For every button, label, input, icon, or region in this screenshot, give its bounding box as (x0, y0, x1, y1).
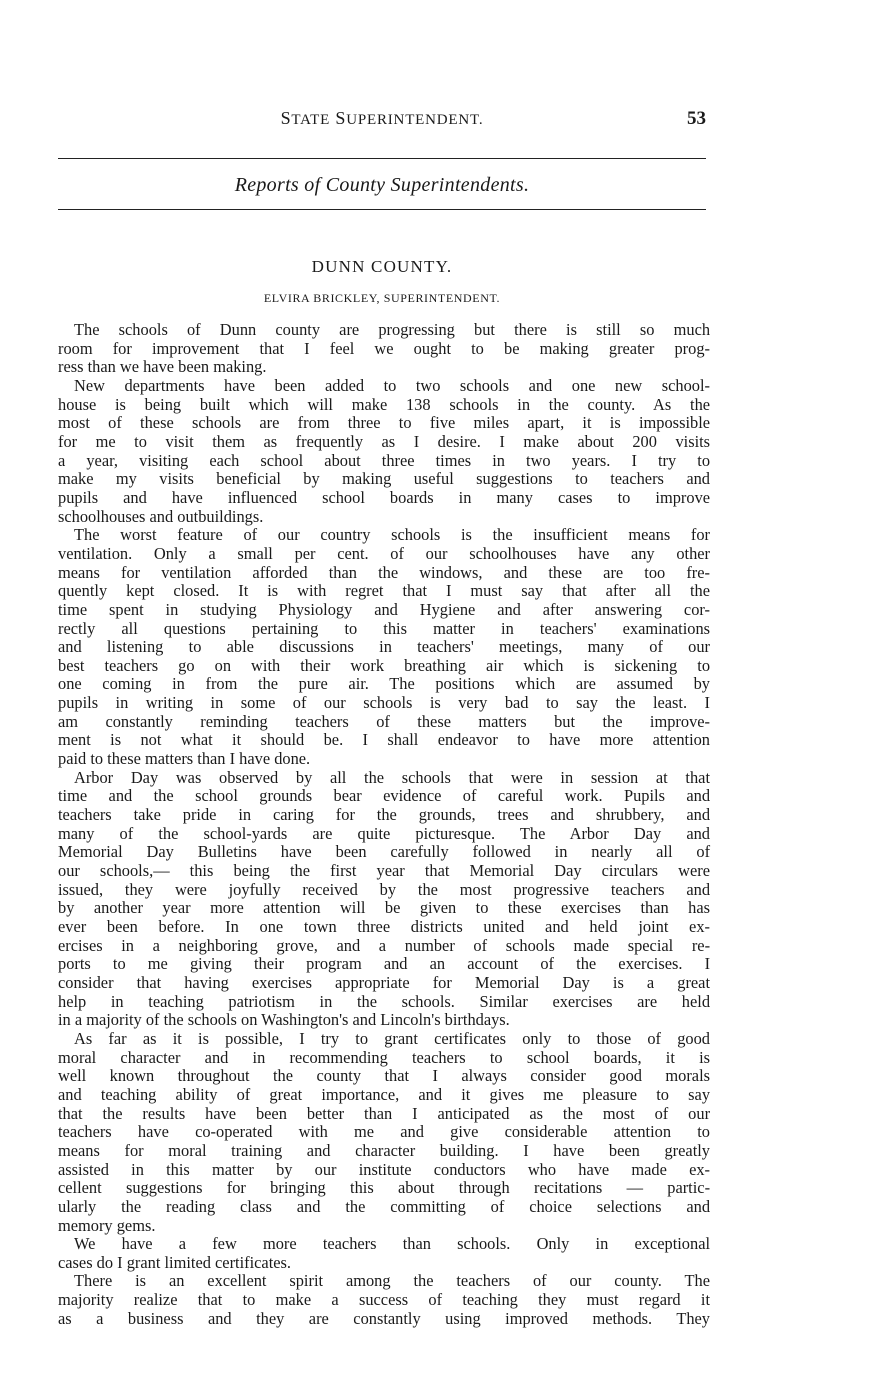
text-line: means for ventilation afforded than the windows, and these are too fre- (58, 562, 710, 582)
text-line: teachers have co-operated with me and give considerable attention to (58, 1122, 711, 1142)
text-line: As far as it is possible, I try to grant certificates only to those of good (74, 1028, 710, 1048)
section-title: Reports of County Superintendents. (234, 174, 530, 196)
text-line: most of these schools are from three to five miles apart, it is impossible (58, 413, 711, 433)
paragraph (58, 769, 710, 1030)
text-line: cases do I grant limited certificates. (58, 1252, 292, 1272)
running-title-word: UPERINTENDENT. (346, 112, 484, 128)
text-line: house is being built which will make 138 schools in the county. As the (58, 394, 711, 414)
running-title-word: TATE (291, 112, 331, 128)
text-line: pupils in writing in some of our schools is very bad to say the least. I (58, 693, 710, 713)
text-line: There is an excellent spirit among the teachers of our county. The (74, 1271, 710, 1291)
text-line: make my visits beneficial by making useful suggestions to teachers and (58, 469, 710, 489)
page-number: 53 (687, 108, 706, 129)
text-line: memory gems. (58, 1215, 156, 1235)
text-line: consider that having exercises appropriate for Memorial Day is a great (58, 972, 711, 992)
byline: ELVIRA BRICKLEY, SUPERINTENDENT. (263, 291, 501, 305)
text-line: issued, they were joyfully received by the most progressive teachers and (58, 879, 711, 899)
text-line: schoolhouses and outbuildings. (58, 506, 264, 526)
text-line: one coming in from the pure air. The positions which are assumed by (58, 674, 711, 694)
text-line: for me to visit them as frequently as I desire. I make about 200 visits (58, 431, 711, 451)
text-line: a year, visiting each school about three times in two years. I try to (58, 450, 711, 470)
text-line: cellent suggestions for bringing this about through recitations — partic- (58, 1178, 711, 1198)
text-line: assisted in this matter by our institute conductors who have made ex- (58, 1159, 711, 1179)
text-line: New departments have been added to two schools and one new school- (74, 375, 710, 395)
text-line: best teachers go on with their work breathing air which is sickening to (58, 655, 711, 675)
paragraph (58, 526, 710, 769)
text-line: many of the school-yards are quite picturesque. The Arbor Day and (58, 823, 710, 843)
text-line: moral character and in recommending teachers to school boards, it is (58, 1047, 711, 1067)
text-line: am constantly reminding teachers of these matters but the improve- (58, 711, 711, 731)
text-line: ercises in a neighboring grove, and a number of schools made special re- (58, 935, 711, 955)
text-line: our schools,— this being the first year that Memorial Day circulars were (58, 861, 710, 881)
text-line: ever been before. In one town three districts united and held joint ex- (58, 917, 710, 936)
running-header (58, 108, 706, 132)
text-line: teachers take pride in caring for the grounds, trees and shrubbery, and (58, 805, 711, 825)
text-line: ress than we have been making. (58, 357, 267, 377)
text-line: quently kept closed. It is with regret that I must say that after all the (58, 581, 710, 601)
text-line: rectly all questions pertaining to this matter in teachers' examinations (58, 618, 711, 638)
text-line: We have a few more teachers than schools. Only in exceptional (74, 1234, 711, 1254)
text-line: well known throughout the county that I always consider good morals (58, 1066, 710, 1086)
text-line: in a majority of the schools on Washington's and Lincoln's birthdays. (58, 1010, 510, 1030)
text-line: Memorial Day Bulletins have been carefully followed in nearly all of (58, 842, 711, 862)
text-line: that the results have been better than I anticipated as the most of our (58, 1103, 711, 1123)
text-line: ularly the reading class and the committing of choice selections and (58, 1196, 711, 1216)
text-line: means for moral training and character building. I have been greatly (58, 1140, 710, 1160)
text-line: ventilation. Only a small per cent. of our schoolhouses have any other (58, 543, 710, 563)
text-line: majority realize that to make a success of teaching they must regard it (58, 1290, 711, 1310)
text-line: pupils and have influenced school boards in many cases to improve (58, 487, 711, 507)
running-title-initial: S (335, 108, 347, 128)
text-line: ports to me giving their program and an account of the exercises. I (58, 954, 711, 974)
text-line: as a business and they are constantly using improved methods. They (58, 1308, 710, 1328)
running-title (58, 108, 706, 129)
text-line: paid to these matters than I have done. (58, 749, 311, 769)
running-title-initial: S (280, 108, 292, 128)
paragraph (58, 377, 710, 526)
text-line: help in teaching patriotism in the schools. Similar exercises are held (58, 991, 711, 1011)
text-line: and teaching ability of great importance, and it gives me pleasure to say (58, 1084, 711, 1104)
paragraph (58, 1030, 710, 1235)
text-line: Arbor Day was observed by all the schools that were in session at that (74, 767, 710, 787)
county-heading: DUNN COUNTY. (311, 257, 453, 276)
text-line: ment is not what it should be. I shall endeavor to have more attention (58, 730, 711, 750)
paragraph (58, 1272, 710, 1328)
text-line: by another year more attention will be given to these exercises than has (58, 898, 710, 918)
text-line: The schools of Dunn county are progressing but there is still so much (74, 320, 711, 339)
header-rule-top (58, 158, 706, 159)
text-line: time and the school grounds bear evidence of careful work. Pupils and (58, 786, 711, 806)
text-line: The worst feature of our country schools is the insufficient means for (74, 525, 710, 545)
paragraph (58, 1235, 710, 1272)
text-line: time spent in studying Physiology and Hygiene and after answering cor- (58, 599, 710, 619)
paragraph (58, 321, 710, 377)
header-rule-bottom (58, 209, 706, 210)
text-line: room for improvement that I feel we ought to be making greater prog- (58, 338, 710, 358)
text-line: and listening to able discussions in teachers' meetings, many of our (58, 637, 711, 657)
report-body (58, 321, 710, 1328)
